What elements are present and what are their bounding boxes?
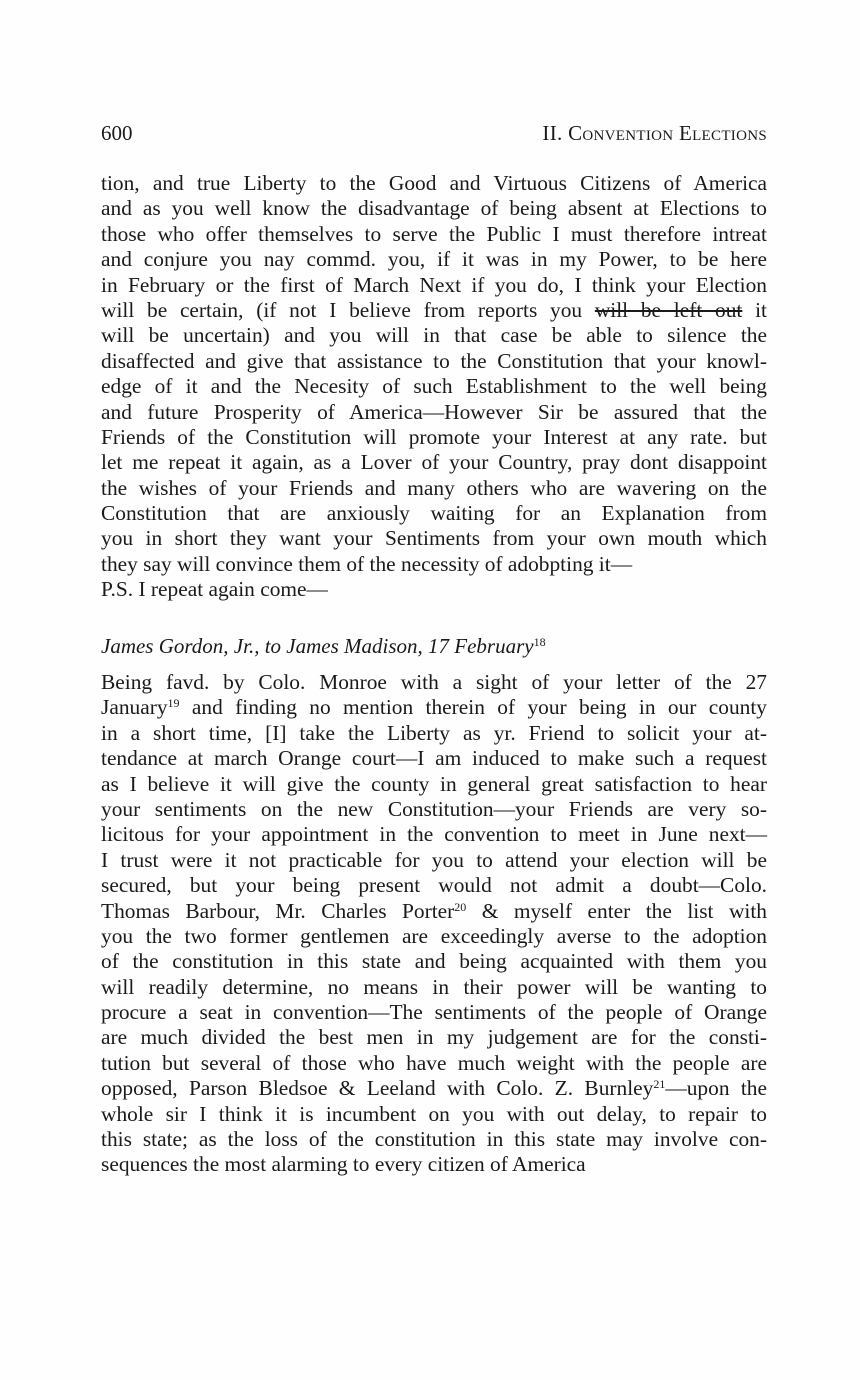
text-line: in February or the first of March Next if you do, I think your Election [101, 272, 767, 297]
text-line: whole sir I think it is incumbent on you with out delay, to repair to [101, 1101, 767, 1126]
text-line: tion, and true Liberty to the Good and Virtuous Citizens of America [101, 171, 767, 195]
text-fragment: and finding no mention therein of your being in our county [179, 695, 767, 720]
text-line: are much divided the best men in my judgement are for the consti- [101, 1025, 767, 1050]
letter-continuation [101, 171, 767, 603]
text-fragment: —upon the [665, 1076, 767, 1101]
text-fragment: Thomas Barbour, Mr. Charles Porter [101, 898, 455, 923]
text-line: procure a seat in convention—The sentiments of the people of Orange [101, 1000, 767, 1025]
letter-body [101, 670, 767, 1178]
text-line: they say will convince them of the necessity of adobpting it— [101, 551, 633, 576]
text-line: those who offer themselves to serve the Public I must therefore intreat [101, 221, 767, 246]
text-line: you the two former gentlemen are exceedingly averse to the adoption [101, 923, 767, 948]
text-line: secured, but your being present would not admit a doubt—Colo. [101, 873, 767, 898]
postscript: P.S. I repeat again come— [101, 577, 328, 602]
text-line: this state; as the loss of the constitution in this state may involve con- [101, 1127, 767, 1152]
text-line: of the constitution in this state and being acquainted with them you [101, 949, 767, 974]
footnote-ref: 21 [653, 1077, 666, 1092]
text-fragment: will be certain, (if not I believe from reports you [101, 297, 595, 322]
text-line-with-strikethrough [101, 298, 767, 323]
page-header [101, 121, 767, 149]
page-number: 600 [101, 121, 133, 145]
text-line: Being favd. by Colo. Monroe with a sight of your letter of the 27 [101, 670, 767, 694]
text-fragment: it [742, 297, 767, 322]
text-line: sequences the most alarming to every citizen of America [101, 1152, 586, 1177]
text-line: and future Prosperity of America—However Sir be assured that the [101, 399, 767, 424]
footnote-ref: 18 [533, 635, 546, 649]
struck-text: will be left out [594, 297, 743, 322]
text-line: will be uncertain) and you will in that case be able to silence the [101, 323, 767, 348]
text-line: as I believe it will give the county in general great satisfaction to hear [101, 771, 767, 796]
letter-heading [101, 634, 546, 659]
text-fragment: opposed, Parson Bledsoe & Leeland with Colo. Z. Burnley [101, 1076, 654, 1101]
text-line: tendance at march Orange court—I am induced to make such a request [101, 746, 767, 771]
text-line: and as you well know the disadvantage of being absent at Elections to [101, 196, 767, 221]
text-line: your sentiments on the new Constitution—your Friends are very so- [101, 796, 767, 821]
text-line: I trust were it not practicable for you to attend your election will be [101, 847, 767, 872]
text-line: will readily determine, no means in their power will be wanting to [101, 974, 767, 999]
footnote-ref: 20 [454, 899, 467, 914]
text-line: Constitution that are anxiously waiting for an Explanation from [101, 501, 767, 526]
text-line: and conjure you nay commd. you, if it was in my Power, to be here [101, 247, 767, 272]
letter-heading-text: James Gordon, Jr., to James Madison, 17 February [101, 634, 534, 658]
text-line: tution but several of those who have much weight with the people are [101, 1050, 767, 1075]
text-fragment: January [101, 695, 168, 720]
text-line: let me repeat it again, as a Lover of your Country, pray dont disappoint [101, 450, 767, 475]
text-fragment: & myself enter the list with [466, 898, 767, 923]
text-line: the wishes of your Friends and many others who are wavering on the [101, 475, 767, 500]
running-head: II. Convention Elections [542, 121, 767, 145]
text-line [101, 899, 767, 924]
text-line: licitous for your appointment in the convention to meet in June next— [101, 822, 767, 847]
text-line: you in short they want your Sentiments from your own mouth which [101, 526, 767, 551]
text-line [101, 695, 767, 720]
text-line [101, 1076, 767, 1101]
text-line: edge of it and the Necesity of such Establishment to the well being [101, 374, 767, 399]
text-line: in a short time, [I] take the Liberty as yr. Friend to solicit your at- [101, 720, 767, 745]
text-line: disaffected and give that assistance to the Constitution that your knowl- [101, 348, 767, 373]
footnote-ref: 19 [167, 696, 180, 711]
text-line: Friends of the Constitution will promote your Interest at any rate. but [101, 424, 767, 449]
